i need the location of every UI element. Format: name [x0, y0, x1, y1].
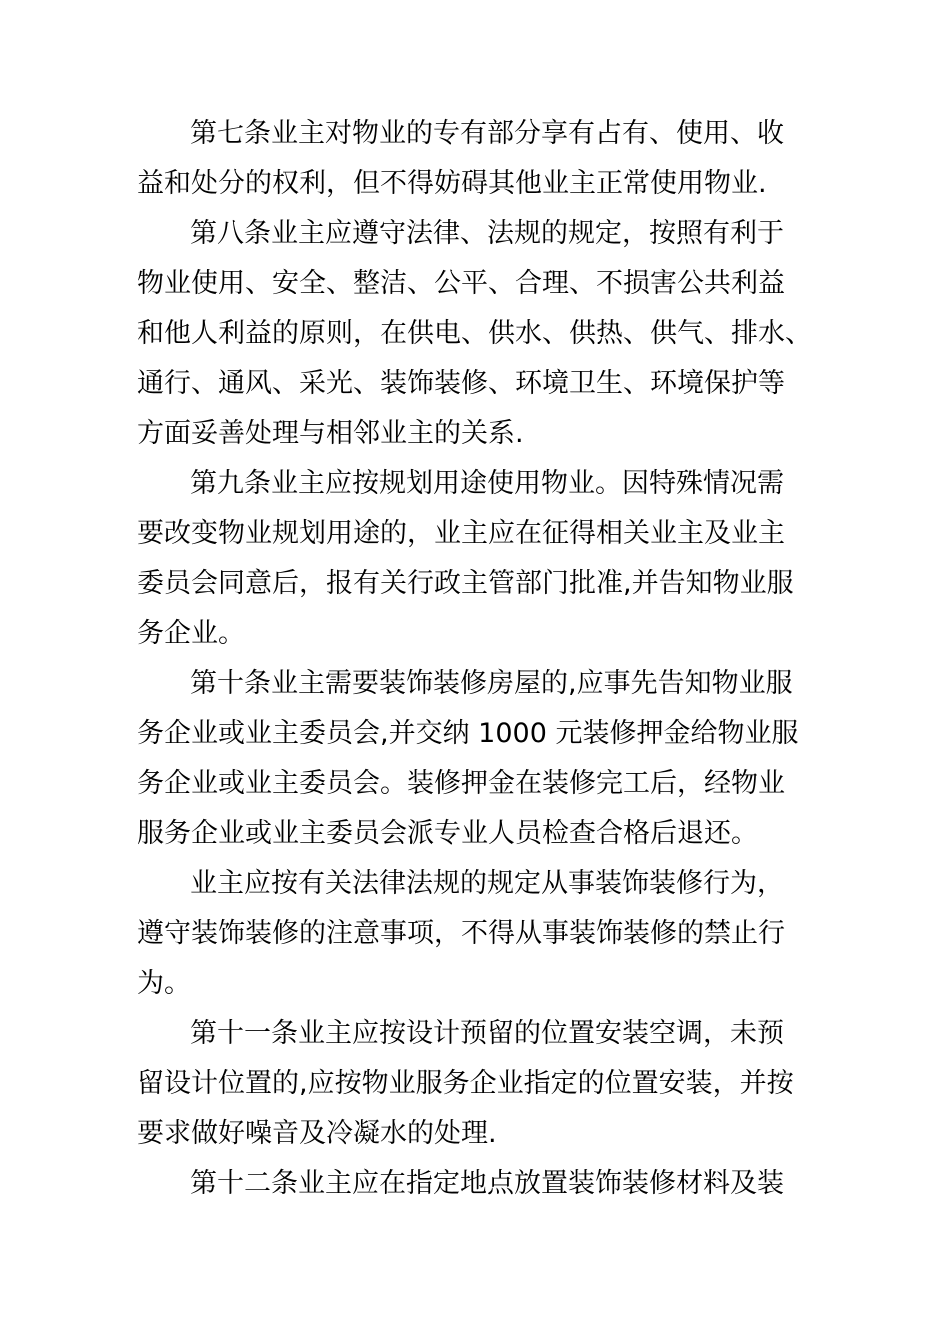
- article-10-line-2: 务企业或业主委员会,并交纳 1000 元装修押金给物业服: [137, 718, 799, 749]
- article-7-line-1: 第七条业主对物业的专有部分享有占有、使用、收: [190, 118, 784, 149]
- article-7-line-2: 益和处分的权利，但不得妨碍其他业主正常使用物业.: [137, 168, 767, 199]
- article-8-line-2: 物业使用、安全、整洁、公平、合理、不损害公共利益: [137, 268, 785, 299]
- article-12-line-1: 第十二条业主应在指定地点放置装饰装修材料及装: [190, 1168, 784, 1199]
- article-8-line-1: 第八条业主应遵守法律、法规的规定，按照有利于: [190, 218, 784, 249]
- article-8-line-5: 方面妥善处理与相邻业主的关系.: [137, 418, 524, 449]
- article-10-line-4: 服务企业或业主委员会派专业人员检查合格后退还。: [137, 818, 758, 849]
- renovation-paragraph-line-3: 为。: [137, 968, 191, 999]
- article-8-line-3: 和他人利益的原则，在供电、供水、供热、供气、排水、: [137, 318, 812, 349]
- document-body: [137, 109, 827, 1209]
- article-8-line-4: 通行、通风、采光、装饰装修、环境卫生、环境保护等: [137, 368, 785, 399]
- article-9-line-3: 委员会同意后，报有关行政主管部门批准,并告知物业服: [137, 568, 794, 599]
- renovation-paragraph-line-2: 遵守装饰装修的注意事项，不得从事装饰装修的禁止行: [137, 918, 785, 949]
- article-9-line-2: 要改变物业规划用途的，业主应在征得相关业主及业主: [137, 518, 785, 549]
- article-10-line-1: 第十条业主需要装饰装修房屋的,应事先告知物业服: [190, 668, 793, 699]
- article-11-line-2: 留设计位置的,应按物业服务企业指定的位置安装，并按: [137, 1068, 794, 1099]
- article-9-line-1: 第九条业主应按规划用途使用物业。因特殊情况需: [190, 468, 784, 499]
- article-10-line-3: 务企业或业主委员会。装修押金在装修完工后，经物业: [137, 768, 785, 799]
- article-9-line-4: 务企业。: [137, 618, 245, 649]
- article-11-line-3: 要求做好噪音及冷凝水的处理.: [137, 1118, 497, 1149]
- renovation-paragraph-line-1: 业主应按有关法律法规的规定从事装饰装修行为，: [190, 868, 784, 899]
- article-11-line-1: 第十一条业主应按设计预留的位置安装空调，未预: [190, 1018, 784, 1049]
